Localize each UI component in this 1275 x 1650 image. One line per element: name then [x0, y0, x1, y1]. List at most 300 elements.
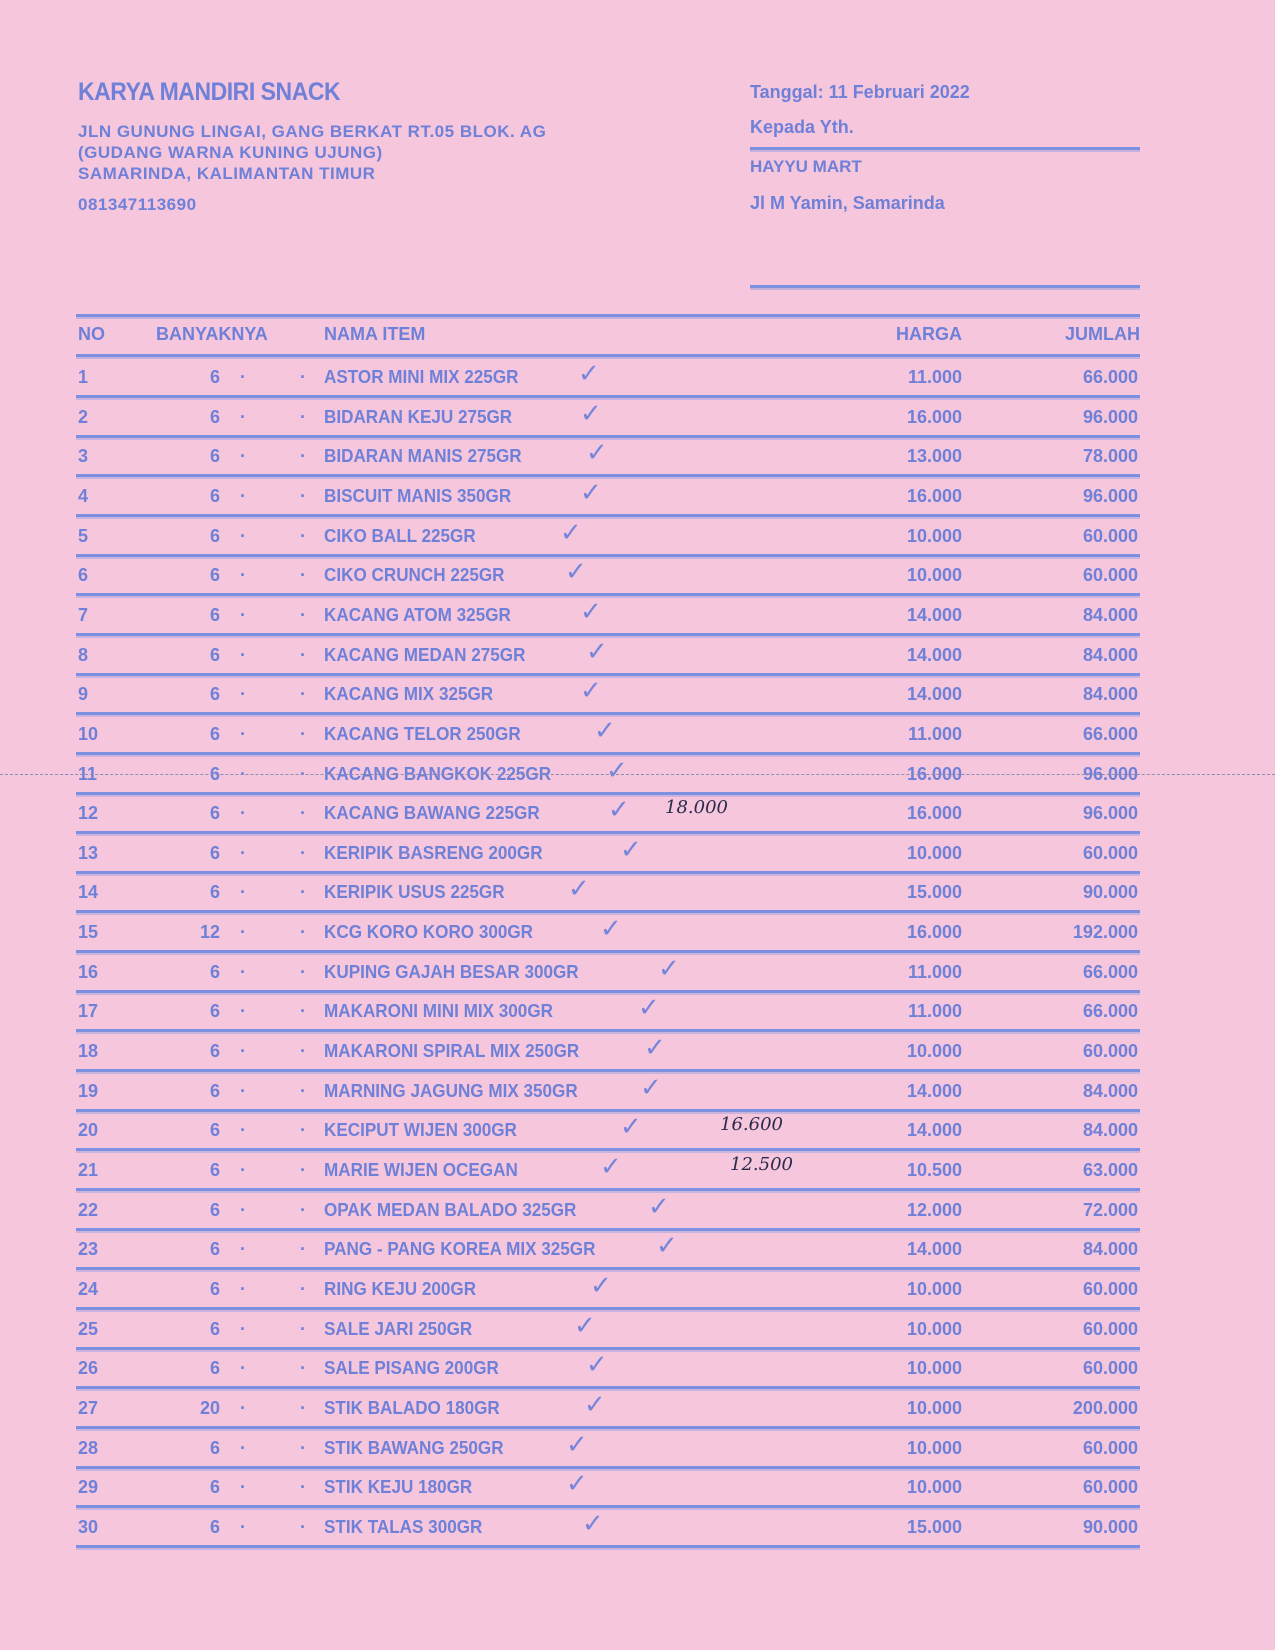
checkmark-icon: ✓ [658, 953, 680, 984]
row-number: 15 [78, 922, 99, 943]
row-price: 12.000 [906, 1199, 962, 1220]
row-number: 17 [78, 1001, 99, 1022]
row-item-name: KACANG BAWANG 225GR [324, 803, 540, 824]
row-number: 22 [78, 1199, 99, 1220]
row-number: 12 [78, 803, 99, 824]
row-number: 14 [78, 882, 99, 903]
checkmark-icon: ✓ [590, 1270, 612, 1301]
row-total: 84.000 [1082, 684, 1138, 705]
checkmark-icon: ✓ [594, 715, 616, 746]
row-divider [76, 871, 1140, 874]
header-total: JUMLAH [1065, 324, 1140, 344]
row-price: 10.000 [906, 1397, 962, 1418]
dot-mark: · [300, 1516, 306, 1537]
handwritten-note: 18.000 [665, 797, 728, 819]
table-row [0, 557, 1275, 605]
header-bottom-line [76, 354, 1140, 357]
checkmark-icon: ✓ [656, 1231, 678, 1262]
table-row [0, 1350, 1275, 1398]
row-quantity: 6 [209, 723, 220, 744]
table-row [0, 438, 1275, 486]
row-item-name: STIK BALADO 180GR [324, 1397, 500, 1418]
row-quantity: 6 [209, 803, 220, 824]
table-row [0, 914, 1275, 962]
row-price: 16.000 [906, 763, 962, 784]
row-total: 96.000 [1082, 803, 1138, 824]
row-item-name: KACANG TELOR 250GR [324, 723, 521, 744]
row-number: 28 [78, 1437, 99, 1458]
row-number: 29 [78, 1477, 99, 1498]
row-divider [76, 1505, 1140, 1508]
row-quantity: 20 [199, 1397, 220, 1418]
dot-mark: · [300, 1080, 306, 1101]
row-item-name: STIK BAWANG 250GR [324, 1437, 504, 1458]
dot-mark: · [240, 565, 246, 586]
row-price: 14.000 [906, 1120, 962, 1141]
checkmark-icon: ✓ [640, 1072, 662, 1103]
row-price: 10.000 [906, 1477, 962, 1498]
row-total: 66.000 [1082, 1001, 1138, 1022]
dot-mark: · [300, 1041, 306, 1062]
row-divider [76, 1545, 1140, 1548]
row-quantity: 6 [209, 446, 220, 467]
divider [750, 285, 1140, 288]
row-price: 13.000 [906, 446, 962, 467]
table-row [0, 1389, 1275, 1438]
dot-mark: · [300, 1199, 306, 1220]
row-total: 78.000 [1082, 446, 1138, 467]
row-total: 84.000 [1082, 644, 1138, 665]
dot-mark: · [240, 1477, 246, 1498]
row-price: 14.000 [906, 644, 962, 665]
dot-mark: · [240, 1001, 246, 1022]
row-price: 16.000 [906, 803, 962, 824]
table-row [0, 715, 1275, 764]
dot-mark: · [240, 842, 246, 863]
dot-mark: · [300, 922, 306, 943]
row-number: 19 [78, 1080, 99, 1101]
row-item-name: MARNING JAGUNG MIX 350GR [324, 1080, 578, 1101]
row-total: 60.000 [1082, 1041, 1138, 1062]
dot-mark: · [240, 1239, 246, 1260]
checkmark-icon: ✓ [620, 834, 642, 865]
row-number: 21 [78, 1160, 99, 1180]
row-price: 11.000 [907, 367, 962, 387]
row-divider [76, 435, 1140, 438]
row-number: 24 [78, 1278, 99, 1299]
row-quantity: 6 [209, 1120, 220, 1141]
checkmark-icon: ✓ [580, 477, 602, 508]
row-price: 10.000 [906, 525, 962, 546]
dot-mark: · [300, 961, 306, 982]
dot-mark: · [300, 842, 306, 863]
table-row [0, 1152, 1275, 1200]
row-divider [76, 633, 1140, 636]
row-total: 63.000 [1082, 1160, 1138, 1180]
row-item-name: PANG - PANG KOREA MIX 325GR [324, 1239, 596, 1260]
dot-mark: · [240, 1516, 246, 1537]
dot-mark: · [300, 882, 306, 903]
dot-mark: · [300, 406, 306, 427]
table-row [0, 834, 1275, 883]
dot-mark: · [300, 485, 306, 506]
row-total: 200.000 [1072, 1397, 1138, 1418]
row-number: 5 [78, 525, 89, 546]
header-price: HARGA [896, 324, 962, 344]
row-divider [76, 1267, 1140, 1270]
checkmark-icon: ✓ [584, 1389, 606, 1420]
row-item-name: SALE JARI 250GR [324, 1318, 473, 1339]
row-price: 11.000 [907, 723, 962, 744]
row-quantity: 6 [209, 763, 220, 784]
row-price: 10.000 [906, 1318, 962, 1339]
customer-address: Jl M Yamin, Samarinda [750, 193, 945, 213]
checkmark-icon: ✓ [580, 596, 602, 627]
row-total: 66.000 [1082, 367, 1138, 387]
table-row [0, 874, 1275, 922]
dot-mark: · [300, 446, 306, 467]
table-row [0, 1112, 1275, 1160]
row-item-name: KACANG ATOM 325GR [324, 604, 511, 625]
row-total: 90.000 [1082, 882, 1138, 903]
row-item-name: KERIPIK USUS 225GR [324, 882, 505, 903]
row-total: 66.000 [1082, 723, 1138, 744]
row-price: 10.000 [906, 1041, 962, 1062]
table-row [0, 1033, 1275, 1081]
dot-mark: · [240, 961, 246, 982]
row-price: 15.000 [906, 882, 962, 903]
row-quantity: 12 [199, 922, 220, 943]
dot-mark: · [240, 1397, 246, 1418]
row-price: 14.000 [906, 1080, 962, 1101]
dot-mark: · [300, 1120, 306, 1141]
row-total: 72.000 [1082, 1199, 1138, 1220]
row-price: 10.000 [906, 1278, 962, 1299]
row-quantity: 6 [209, 1041, 220, 1062]
seller-phone: 081347113690 [78, 195, 197, 214]
header-qty: BANYAKNYA [156, 324, 268, 344]
strike-through-line [0, 774, 1275, 775]
row-number: 11 [78, 763, 98, 784]
row-divider [76, 554, 1140, 557]
dot-mark: · [240, 446, 246, 467]
dot-mark: · [240, 684, 246, 705]
row-item-name: MARIE WIJEN OCEGAN [324, 1160, 518, 1180]
row-number: 4 [78, 485, 89, 506]
row-divider [76, 1029, 1140, 1032]
dot-mark: · [300, 1397, 306, 1418]
checkmark-icon: ✓ [586, 438, 608, 469]
dot-mark: · [300, 525, 306, 546]
row-total: 96.000 [1082, 406, 1138, 427]
row-divider [76, 1148, 1140, 1151]
row-total: 192.000 [1072, 922, 1138, 943]
row-price: 10.000 [906, 1358, 962, 1379]
dot-mark: · [300, 367, 306, 387]
row-quantity: 6 [209, 565, 220, 586]
checkmark-icon: ✓ [560, 517, 582, 548]
row-number: 13 [78, 842, 99, 863]
dot-mark: · [300, 565, 306, 586]
row-divider [76, 1069, 1140, 1072]
row-divider [76, 474, 1140, 477]
handwritten-note: 16.600 [720, 1114, 783, 1136]
dot-mark: · [300, 1278, 306, 1299]
row-item-name: BIDARAN KEJU 275GR [324, 406, 513, 427]
customer-name: HAYYU MART [750, 157, 862, 176]
row-price: 11.000 [907, 1001, 962, 1022]
row-quantity: 6 [209, 842, 220, 863]
row-quantity: 6 [209, 961, 220, 982]
row-quantity: 6 [209, 684, 220, 705]
row-divider [76, 1188, 1140, 1191]
row-total: 60.000 [1082, 1437, 1138, 1458]
table-row [0, 993, 1275, 1041]
checkmark-icon: ✓ [586, 636, 608, 667]
dot-mark: · [240, 485, 246, 506]
checkmark-icon: ✓ [580, 676, 602, 707]
seller-name: KARYA MANDIRI SNACK [78, 78, 341, 106]
row-quantity: 6 [209, 1358, 220, 1379]
row-quantity: 6 [209, 604, 220, 625]
row-total: 90.000 [1082, 1516, 1138, 1537]
row-item-name: RING KEJU 200GR [324, 1278, 477, 1299]
row-number: 26 [78, 1358, 99, 1379]
row-price: 16.000 [906, 406, 962, 427]
checkmark-icon: ✓ [600, 914, 622, 945]
row-total: 60.000 [1082, 842, 1138, 863]
row-price: 15.000 [906, 1516, 962, 1537]
row-item-name: KERIPIK BASRENG 200GR [324, 842, 543, 863]
dot-mark: · [240, 367, 246, 387]
row-divider [76, 752, 1140, 755]
dot-mark: · [300, 1477, 306, 1498]
table-row [0, 1270, 1275, 1319]
row-price: 11.000 [907, 961, 962, 982]
row-divider [76, 593, 1140, 596]
row-total: 84.000 [1082, 604, 1138, 625]
row-price: 10.000 [906, 1437, 962, 1458]
divider [750, 147, 1140, 150]
row-item-name: KECIPUT WIJEN 300GR [324, 1120, 517, 1141]
dot-mark: · [240, 882, 246, 903]
dot-mark: · [240, 1160, 246, 1180]
checkmark-icon: ✓ [600, 1152, 622, 1182]
row-total: 60.000 [1082, 1318, 1138, 1339]
row-number: 2 [78, 406, 89, 427]
dot-mark: · [240, 604, 246, 625]
row-item-name: CIKO CRUNCH 225GR [324, 565, 505, 586]
row-total: 96.000 [1082, 763, 1138, 784]
row-quantity: 6 [209, 1278, 220, 1299]
row-quantity: 6 [209, 1516, 220, 1537]
row-number: 1 [78, 367, 89, 387]
checkmark-icon: ✓ [620, 1112, 642, 1143]
row-total: 60.000 [1082, 1477, 1138, 1498]
row-item-name: MAKARONI MINI MIX 300GR [324, 1001, 553, 1022]
table-row [0, 1508, 1275, 1557]
row-number: 16 [78, 961, 99, 982]
dot-mark: · [240, 1041, 246, 1062]
table-top-line [76, 314, 1140, 317]
header-no: NO [78, 324, 105, 344]
row-item-name: STIK TALAS 300GR [324, 1516, 483, 1537]
row-divider [76, 1228, 1140, 1231]
dot-mark: · [240, 1199, 246, 1220]
dot-mark: · [300, 1318, 306, 1339]
checkmark-icon: ✓ [566, 1469, 588, 1500]
checkmark-icon: ✓ [568, 874, 590, 905]
row-item-name: BIDARAN MANIS 275GR [324, 446, 522, 467]
row-item-name: OPAK MEDAN BALADO 325GR [324, 1199, 577, 1220]
row-quantity: 6 [209, 1080, 220, 1101]
table-row [0, 596, 1275, 645]
row-divider [76, 1307, 1140, 1310]
header-item: NAMA ITEM [324, 324, 426, 344]
row-number: 30 [78, 1516, 99, 1537]
row-quantity: 6 [209, 485, 220, 506]
row-item-name: STIK KEJU 180GR [324, 1477, 473, 1498]
table-row [0, 398, 1275, 447]
row-item-name: BISCUIT MANIS 350GR [324, 485, 512, 506]
row-divider [76, 831, 1140, 834]
table-row [0, 1231, 1275, 1279]
row-number: 10 [78, 723, 99, 744]
row-quantity: 6 [209, 367, 220, 387]
row-total: 66.000 [1082, 961, 1138, 982]
row-number: 23 [78, 1239, 99, 1260]
row-divider [76, 1347, 1140, 1350]
dot-mark: · [240, 763, 246, 784]
dot-mark: · [240, 644, 246, 665]
dot-mark: · [240, 406, 246, 427]
row-price: 14.000 [906, 1239, 962, 1260]
dot-mark: · [300, 1239, 306, 1260]
row-number: 20 [78, 1120, 99, 1141]
dot-mark: · [240, 1278, 246, 1299]
row-quantity: 6 [209, 1239, 220, 1260]
row-item-name: KACANG BANGKOK 225GR [324, 763, 552, 784]
dot-mark: · [240, 1120, 246, 1141]
row-number: 9 [78, 684, 89, 705]
row-divider [76, 514, 1140, 517]
recipient-label: Kepada Yth. [750, 117, 854, 137]
table-row [0, 1310, 1275, 1359]
row-divider [76, 1386, 1140, 1389]
row-quantity: 6 [209, 1437, 220, 1458]
row-total: 96.000 [1082, 485, 1138, 506]
row-quantity: 6 [209, 644, 220, 665]
row-price: 16.000 [906, 922, 962, 943]
row-divider [76, 673, 1140, 676]
seller-address-2: (GUDANG WARNA KUNING UJUNG) [78, 143, 383, 162]
table-row [0, 1429, 1275, 1478]
checkmark-icon: ✓ [638, 993, 660, 1024]
checkmark-icon: ✓ [608, 795, 630, 826]
checkmark-icon: ✓ [648, 1191, 670, 1222]
dot-mark: · [240, 1080, 246, 1101]
row-quantity: 6 [209, 1318, 220, 1339]
row-price: 14.000 [906, 604, 962, 625]
row-divider [76, 1426, 1140, 1429]
row-divider [76, 1466, 1140, 1469]
dot-mark: · [240, 922, 246, 943]
row-divider [76, 910, 1140, 913]
dot-mark: · [240, 803, 246, 824]
row-number: 25 [78, 1318, 99, 1339]
row-item-name: KUPING GAJAH BESAR 300GR [324, 961, 579, 982]
dot-mark: · [300, 1160, 306, 1180]
dot-mark: · [240, 1437, 246, 1458]
row-quantity: 6 [209, 406, 220, 427]
table-row [0, 1191, 1275, 1240]
row-quantity: 6 [209, 525, 220, 546]
dot-mark: · [240, 525, 246, 546]
checkmark-icon: ✓ [578, 359, 600, 389]
row-item-name: ASTOR MINI MIX 225GR [324, 367, 519, 387]
checkmark-icon: ✓ [644, 1033, 666, 1064]
row-total: 84.000 [1082, 1080, 1138, 1101]
checkmark-icon: ✓ [574, 1310, 596, 1341]
dot-mark: · [300, 803, 306, 824]
dot-mark: · [240, 1358, 246, 1379]
row-divider [76, 395, 1140, 398]
dot-mark: · [300, 1437, 306, 1458]
table-row [0, 477, 1275, 526]
row-total: 60.000 [1082, 565, 1138, 586]
row-divider [76, 792, 1140, 795]
row-number: 8 [78, 644, 89, 665]
seller-address-3: SAMARINDA, KALIMANTAN TIMUR [78, 164, 376, 183]
invoice-date: Tanggal: 11 Februari 2022 [750, 82, 970, 102]
checkmark-icon: ✓ [565, 557, 587, 588]
row-quantity: 6 [209, 1199, 220, 1220]
row-price: 16.000 [906, 485, 962, 506]
row-divider [76, 1109, 1140, 1112]
dot-mark: · [240, 1318, 246, 1339]
dot-mark: · [300, 763, 306, 784]
dot-mark: · [300, 1358, 306, 1379]
row-divider [76, 990, 1140, 993]
dot-mark: · [300, 604, 306, 625]
table-row [0, 517, 1275, 566]
row-price: 14.000 [906, 684, 962, 705]
row-total: 60.000 [1082, 525, 1138, 546]
row-number: 6 [78, 565, 89, 586]
row-item-name: KCG KORO KORO 300GR [324, 922, 534, 943]
row-total: 60.000 [1082, 1358, 1138, 1379]
row-item-name: KACANG MIX 325GR [324, 684, 494, 705]
row-number: 7 [78, 604, 89, 625]
row-total: 60.000 [1082, 1278, 1138, 1299]
dot-mark: · [300, 684, 306, 705]
dot-mark: · [300, 644, 306, 665]
checkmark-icon: ✓ [566, 1429, 588, 1460]
table-row [0, 636, 1275, 685]
row-number: 18 [78, 1041, 99, 1062]
checkmark-icon: ✓ [580, 398, 602, 429]
row-total: 84.000 [1082, 1120, 1138, 1141]
checkmark-icon: ✓ [606, 755, 628, 786]
row-number: 3 [78, 446, 89, 467]
row-item-name: MAKARONI SPIRAL MIX 250GR [324, 1041, 580, 1062]
row-divider [76, 950, 1140, 953]
table-row [0, 676, 1275, 724]
seller-address-1: JLN GUNUNG LINGAI, GANG BERKAT RT.05 BLOK. AG [78, 122, 547, 141]
table-row [0, 755, 1275, 804]
row-quantity: 6 [209, 882, 220, 903]
row-quantity: 6 [209, 1001, 220, 1022]
